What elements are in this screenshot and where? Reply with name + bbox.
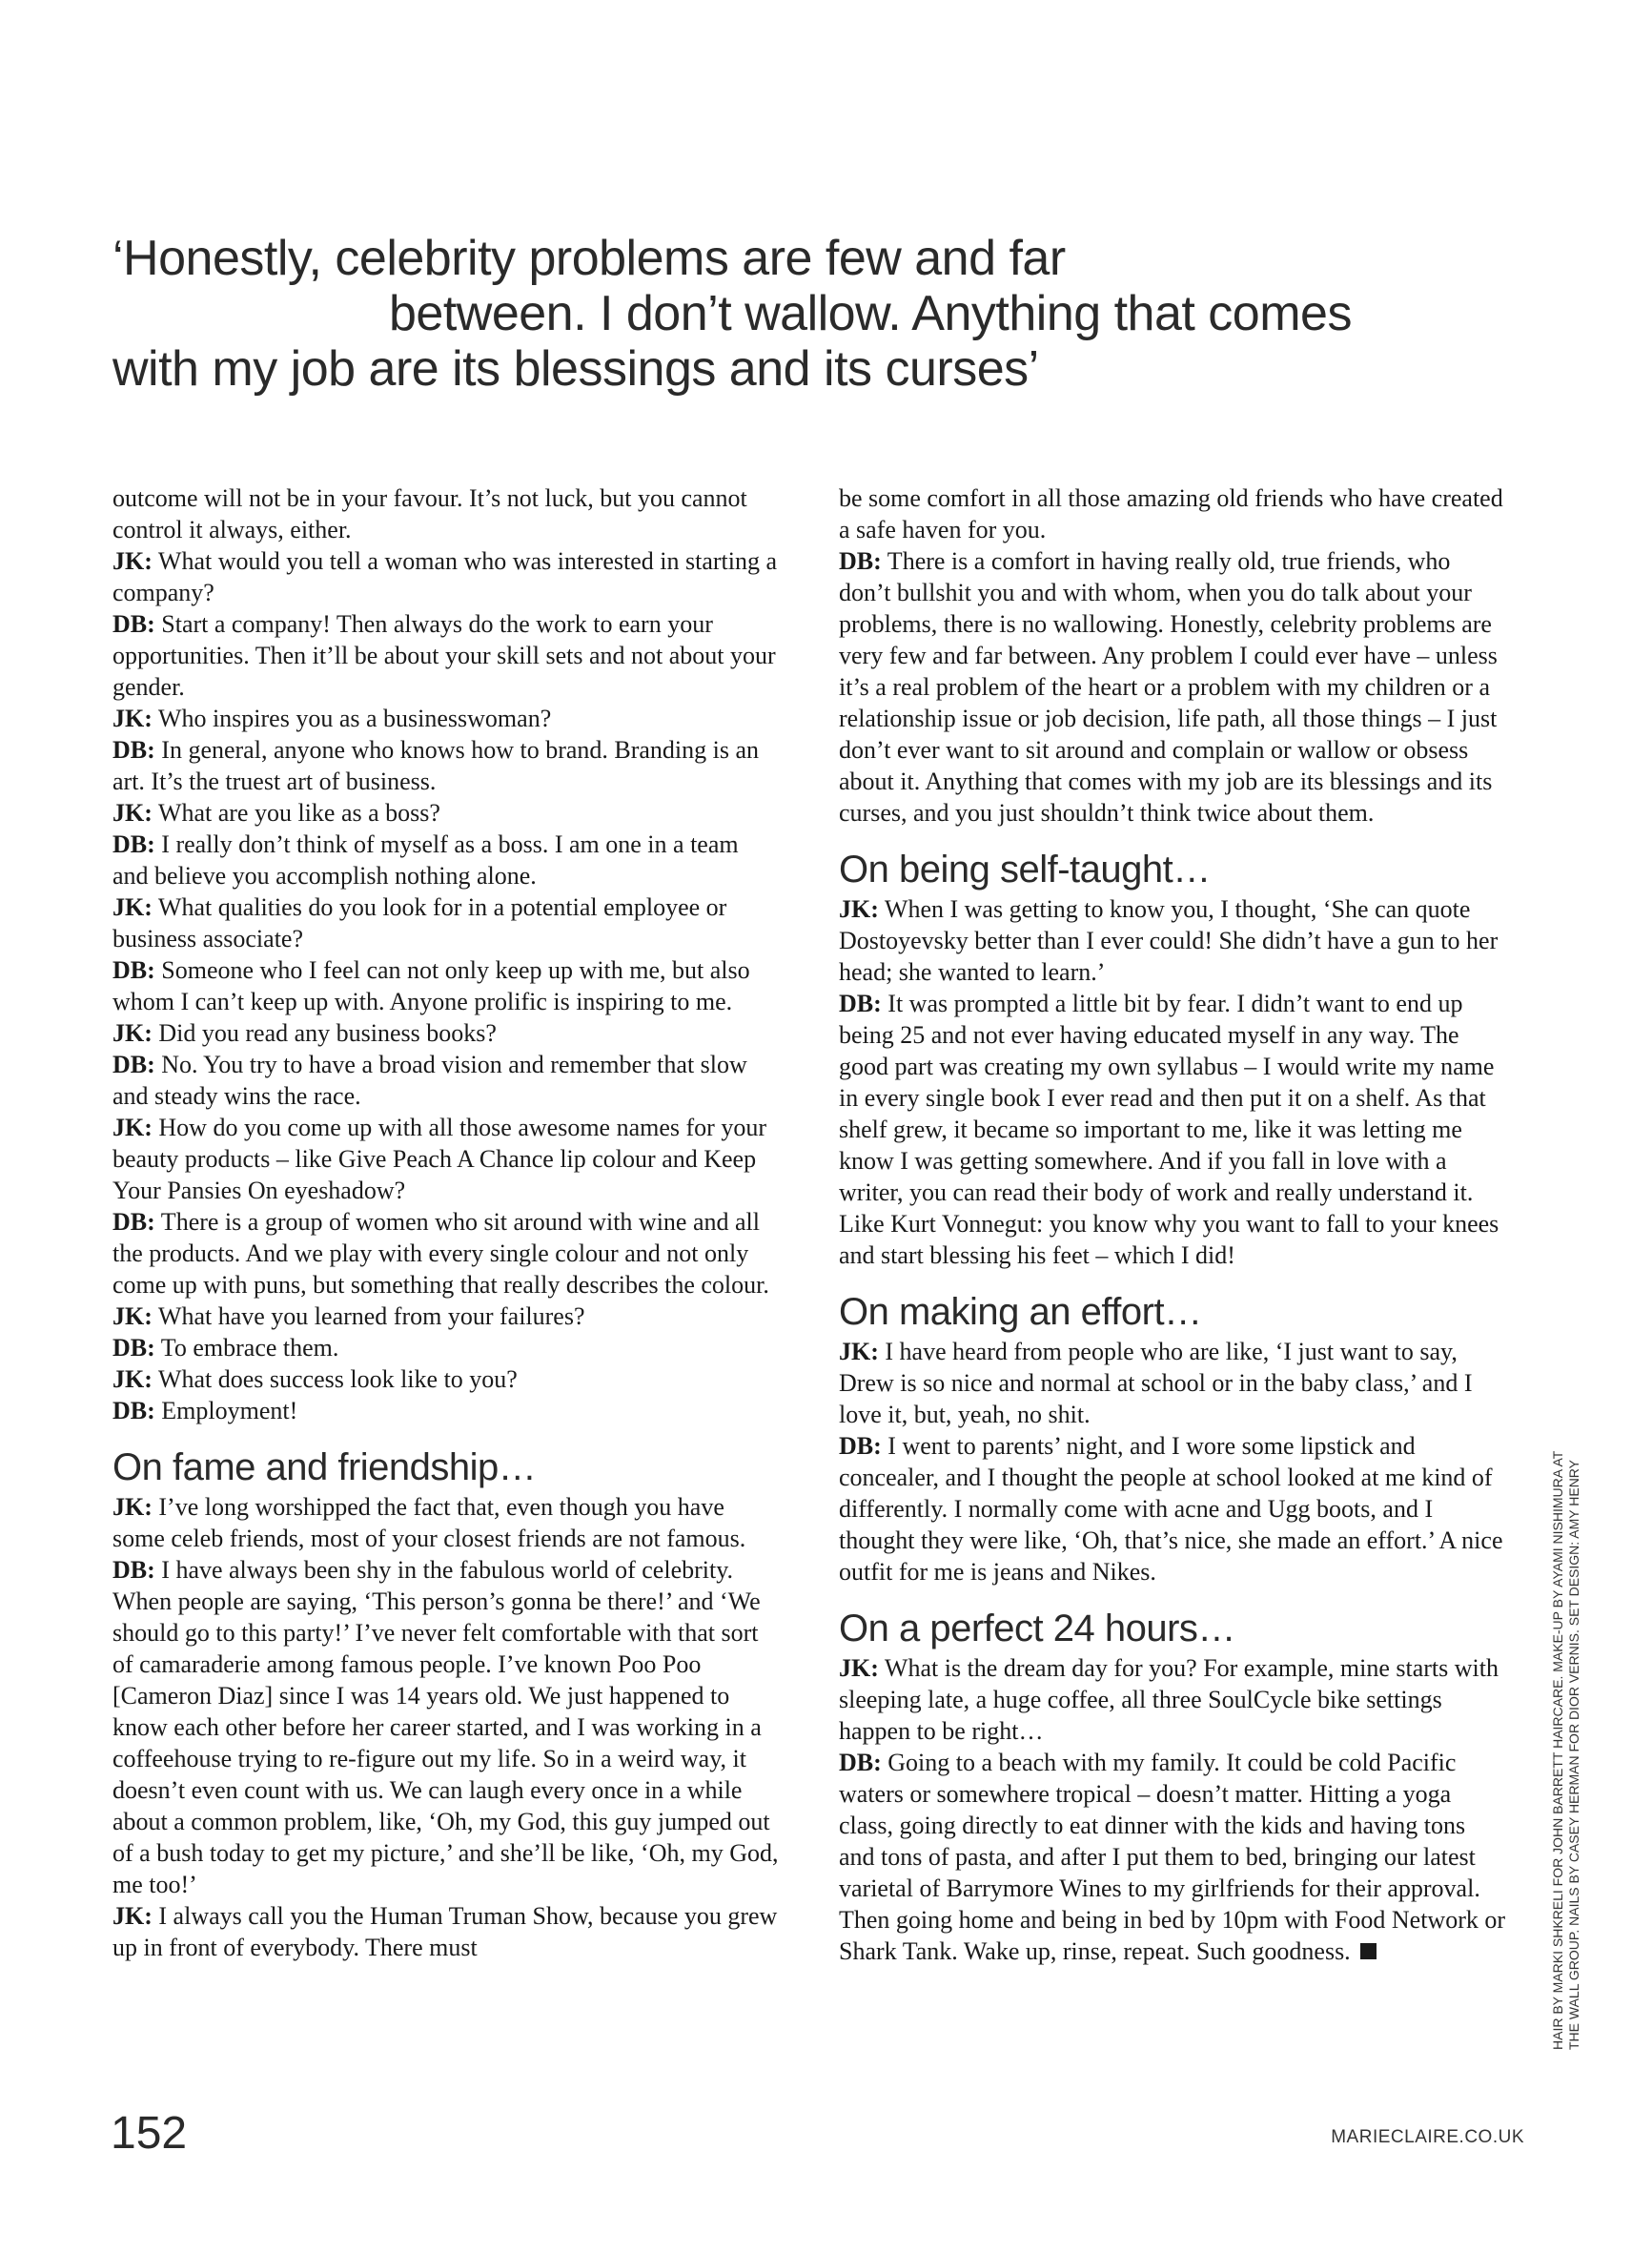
- speaker-label: DB:: [112, 610, 155, 638]
- question: [112, 1017, 780, 1049]
- answer-text: To embrace them.: [154, 1334, 339, 1362]
- question: [112, 703, 780, 734]
- answer-text: Going to a beach with my family. It could be cold Pacific waters or somewhere tropical – doesn’t matter. Hitting a yoga class, going directly to eat dinner with the kids and having tons and tons of pasta, and after I put them to bed, bringing our latest varietal of Barrymore Wines to my girlfriends for their approval. Then going home and being in bed by 10pm with Food Network or Shark Tank. Wake up, rinse, repeat. Such goodness.: [839, 1749, 1506, 1965]
- section-heading-self-taught: On being self-taught…: [839, 849, 1211, 891]
- pull-quote-line: ‘Honestly, celebrity problems are few and far: [112, 231, 1066, 286]
- speaker-label: JK:: [839, 1654, 879, 1682]
- question-text: I’ve long worshipped the fact that, even though you have some celeb friends, most of your closest friends are not famous.: [112, 1493, 746, 1552]
- answer-text: It was prompted a little bit by fear. I didn’t want to end up being 25 and not ever having educated myself in any way. The good part was creating my own syllabus – I would write my name in every single book I ever read and then put it on a shelf. As that shelf grew, it became so important to me, like it was letting me know I was getting somewhere. And if you fall in love with a writer, you can read their body of work and really understand it. Like Kurt Vonnegut: you know why you want to fall to your knees and start blessing his feet – which I did!: [839, 990, 1499, 1269]
- paragraph: be some comfort in all those amazing old friends who have created a safe haven for you.: [839, 484, 1503, 543]
- speaker-label: DB:: [112, 1334, 155, 1362]
- speaker-label: DB:: [112, 1556, 155, 1584]
- section-heading-24-hours: On a perfect 24 hours…: [839, 1608, 1235, 1649]
- speaker-label: JK:: [839, 1338, 879, 1365]
- answer: [112, 1049, 780, 1112]
- speaker-label: JK:: [112, 893, 153, 921]
- answer: [839, 988, 1506, 1271]
- answer: [112, 734, 780, 797]
- question-text: What does success look like to you?: [152, 1365, 518, 1393]
- question-text: How do you come up with all those awesome names for your beauty products – like Give Peach A Chance lip colour and Keep Your Pansies On eyeshadow?: [112, 1114, 766, 1204]
- speaker-label: JK:: [112, 1365, 153, 1393]
- question-text: What would you tell a woman who was interested in starting a company?: [112, 547, 778, 606]
- speaker-label: DB:: [839, 990, 882, 1017]
- answer: [839, 1747, 1506, 1967]
- question: [112, 1301, 780, 1332]
- left-column: [112, 482, 780, 1963]
- question-text: What are you like as a boss?: [152, 799, 440, 827]
- right-column: [839, 482, 1506, 1967]
- question-text: Who inspires you as a businesswoman?: [152, 705, 552, 732]
- section-heading-effort: On making an effort…: [839, 1291, 1202, 1333]
- site-url: MARIECLAIRE.CO.UK: [1331, 2127, 1524, 2147]
- speaker-label: JK:: [112, 1114, 153, 1141]
- question: [112, 891, 780, 954]
- question-text: What have you learned from your failures?: [152, 1302, 585, 1330]
- answer-text: There is a group of women who sit around with wine and all the products. And we play with every single colour and not only come up with puns, but something that really describes the colour.: [112, 1208, 769, 1299]
- answer-text: In general, anyone who knows how to brand. Branding is an art. It’s the truest art of business.: [112, 736, 760, 795]
- question: [839, 1652, 1506, 1747]
- answer-text: Someone who I feel can not only keep up with me, but also whom I can’t keep up with. Anyone prolific is inspiring to me.: [112, 956, 750, 1015]
- question-text: When I was getting to know you, I thought, ‘She can quote Dostoyevsky better than I ever could! She didn’t have a gun to her head; she wanted to learn.’: [839, 895, 1499, 986]
- speaker-label: DB:: [112, 1051, 155, 1078]
- question: [112, 1491, 780, 1554]
- answer: [112, 1206, 780, 1301]
- speaker-label: DB:: [112, 830, 155, 858]
- page-number: 152: [111, 2108, 188, 2159]
- question: [112, 797, 780, 829]
- speaker-label: JK:: [112, 547, 153, 575]
- credit-line: THE WALL GROUP. NAILS BY CASEY HERMAN FOR DIOR VERNIS. SET DESIGN: AMY HENRY: [1566, 1459, 1581, 2050]
- speaker-label: JK:: [112, 1019, 153, 1047]
- answer: [839, 1430, 1506, 1587]
- question: [112, 1363, 780, 1395]
- speaker-label: JK:: [112, 1493, 153, 1521]
- answer-text: No. You try to have a broad vision and remember that slow and steady wins the race.: [112, 1051, 747, 1110]
- question: [839, 1336, 1506, 1430]
- photo-credits: [1550, 1363, 1582, 2050]
- speaker-label: JK:: [112, 799, 153, 827]
- question: [112, 1900, 780, 1963]
- answer-text: There is a comfort in having really old, true friends, who don’t bullshit you and with whom, when you do talk about your problems, there is no wallowing. Honestly, celebrity problems are very few and far between. Any problem I could ever have – unless it’s a real problem of the heart or a problem with my children or a relationship issue or job decision, life path, all those things – I just don’t ever want to sit around and complain or wallow or obsess about it. Anything that comes with my job are its blessings and its curses, and you just shouldn’t think twice about them.: [839, 547, 1498, 827]
- answer-text: Employment!: [154, 1397, 298, 1424]
- speaker-label: JK:: [112, 1302, 153, 1330]
- answer-text: I went to parents’ night, and I wore some lipstick and concealer, and I thought the people at school looked at me kind of differently. I normally come with acne and Ugg boots, and I thought they were like, ‘Oh, that’s nice, she made an effort.’ A nice outfit for me is jeans and Nikes.: [839, 1432, 1503, 1586]
- answer: [112, 608, 780, 703]
- speaker-label: JK:: [112, 1902, 153, 1930]
- answer: [112, 829, 780, 891]
- speaker-label: DB:: [839, 1432, 882, 1460]
- question: [839, 893, 1506, 988]
- answer: [112, 1395, 780, 1426]
- answer-text: I have always been shy in the fabulous world of celebrity. When people are saying, ‘This person’s gonna be there!’ and ‘We should go to this party!’ I’ve never felt comfortable with that sort of camaraderie among famous people. I’ve known Poo Poo [Cameron Diaz] since I was 14 years old. We just happened to know each other before her career started, and I was working in a coffeehouse trying to re-figure out my life. So in a weird way, it doesn’t even count with us. We can laugh every once in a while about a common problem, like, ‘Oh, my God, this guy jumped out of a bush today to get my picture,’ and she’ll be like, ‘Oh, my God, me too!’: [112, 1556, 779, 1898]
- speaker-label: JK:: [112, 705, 153, 732]
- question: [112, 1112, 780, 1206]
- speaker-label: DB:: [839, 547, 882, 575]
- speaker-label: DB:: [112, 736, 155, 764]
- speaker-label: DB:: [112, 956, 155, 984]
- question-text: What qualities do you look for in a potential employee or business associate?: [112, 893, 727, 952]
- answer: [112, 954, 780, 1017]
- question-text: What is the dream day for you? For example, mine starts with sleeping late, a huge coffee, all three SoulCycle bike settings happen to be right…: [839, 1654, 1499, 1745]
- answer-text: Start a company! Then always do the work to earn your opportunities. Then it’ll be about your skill sets and not about your gender.: [112, 610, 776, 701]
- pull-quote-line: between. I don’t wallow. Anything that comes: [389, 286, 1352, 341]
- speaker-label: DB:: [112, 1397, 155, 1424]
- question-text: I have heard from people who are like, ‘I just want to say, Drew is so nice and normal at school or in the baby class,’ and I love it, but, yeah, no shit.: [839, 1338, 1473, 1428]
- answer: [112, 1332, 780, 1363]
- question-text: Did you read any business books?: [152, 1019, 497, 1047]
- end-of-article-mark-icon: [1360, 1943, 1377, 1959]
- answer: [839, 545, 1506, 829]
- speaker-label: DB:: [112, 1208, 155, 1236]
- pull-quote-line: with my job are its blessings and its curses’: [112, 341, 1039, 397]
- section-heading-fame: On fame and friendship…: [112, 1446, 537, 1488]
- pull-quote: [112, 231, 1542, 397]
- question-text: I always call you the Human Truman Show, because you grew up in front of everybody. There must: [112, 1902, 778, 1961]
- answer-text: I really don’t think of myself as a boss. I am one in a team and believe you accomplish nothing alone.: [112, 830, 739, 890]
- speaker-label: DB:: [839, 1749, 882, 1776]
- answer: [112, 1554, 780, 1900]
- credit-line: HAIR BY MARKI SHKRELI FOR JOHN BARRETT HAIRCARE. MAKE-UP BY AYAMI NISHIMURA AT: [1550, 1450, 1565, 2050]
- question: [112, 545, 780, 608]
- paragraph: outcome will not be in your favour. It’s not luck, but you cannot control it always, either.: [112, 484, 747, 543]
- speaker-label: JK:: [839, 895, 879, 923]
